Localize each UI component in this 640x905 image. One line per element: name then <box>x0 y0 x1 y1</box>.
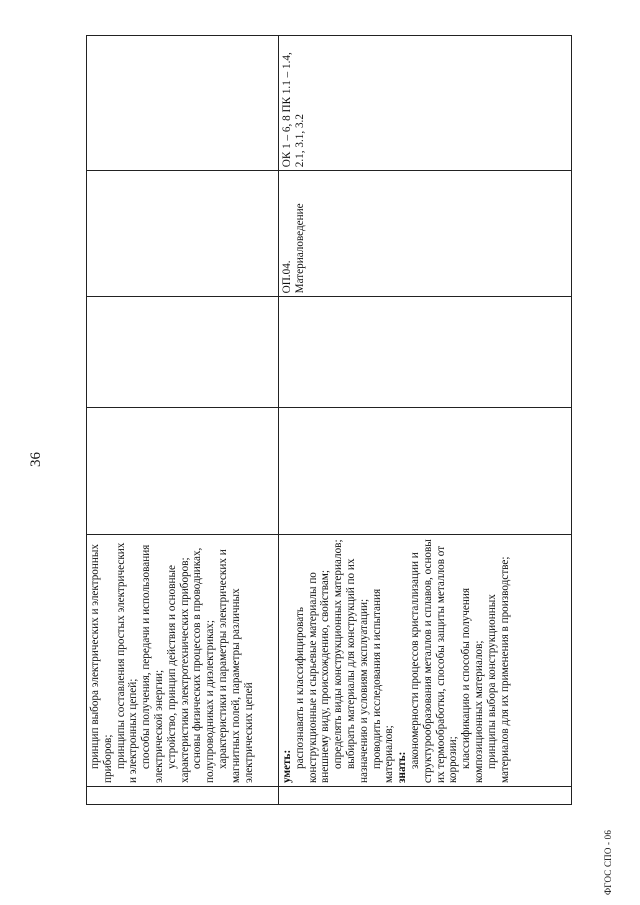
disciplines-table <box>86 35 572 805</box>
list-item: способы получения, передачи и использования электрической энергии; <box>140 544 165 783</box>
discipline-name: Материаловедение <box>293 203 306 294</box>
list-item: характеристики и параметры электрических и магнитных полей, параметры различных электрических цепей <box>216 549 255 783</box>
competencies-cell <box>279 36 572 171</box>
list-item: устройство, принцип действия и основные характеристики электротехнических приборов; <box>165 557 191 783</box>
list-item: проводить исследования и испытания материалов; <box>370 588 396 783</box>
list-item: выбирать материалы для конструкций по их назначению и условиям эксплуатации; <box>344 558 370 783</box>
list-item: принцип выбора электрических и электронных приборов; <box>89 544 114 783</box>
list-item: принципы составления простых электрических и электронных цепей; <box>114 542 140 783</box>
competencies-codes: ОК 1 – 6, 8 ПК 1.1 – 1.4, 2.1, 3.1, 3.2 <box>281 52 306 168</box>
list-item: закономерности процессов кристаллизации и структурообразования металлов и сплавов, основы их термообработки, способы защиты металлов от коррозии; <box>408 539 460 783</box>
table-row <box>279 36 572 805</box>
umet-label: уметь: <box>281 749 293 783</box>
knowledge-cell <box>87 534 279 786</box>
list-item: распознавать и классифицировать конструкционные и сырьевые материалы по внешнему виду, происхождению, свойствам; <box>293 570 332 783</box>
page-number: 36 <box>28 452 44 467</box>
knowledge-cell <box>279 534 572 786</box>
table-cell-competencies <box>87 36 279 171</box>
list-item: основы физических процессов в проводниках, полупроводниках и диэлектриках; <box>191 547 217 783</box>
table-cell-hours-max <box>87 408 279 534</box>
table-cell-hours-max <box>279 408 572 534</box>
table-cell-index <box>279 786 572 804</box>
discipline-index: ОП.04. <box>281 260 293 294</box>
table-cell-hours-class <box>279 297 572 408</box>
table-cell-hours-class <box>87 297 279 408</box>
table-row <box>87 36 279 805</box>
table-cell-index <box>87 786 279 804</box>
discipline-cell <box>279 171 572 297</box>
footer-code: ФГОС СПО - 06 <box>603 829 613 895</box>
list-item: принципы выбора конструкционных материалов для их применения в производстве; <box>485 556 511 783</box>
znat-label: знать: <box>396 751 409 783</box>
list-item: классификацию и способы получения композиционных материалов; <box>460 587 485 783</box>
table-cell-discipline <box>87 171 279 297</box>
list-item: определять виды конструкционных материалов; <box>332 539 345 769</box>
